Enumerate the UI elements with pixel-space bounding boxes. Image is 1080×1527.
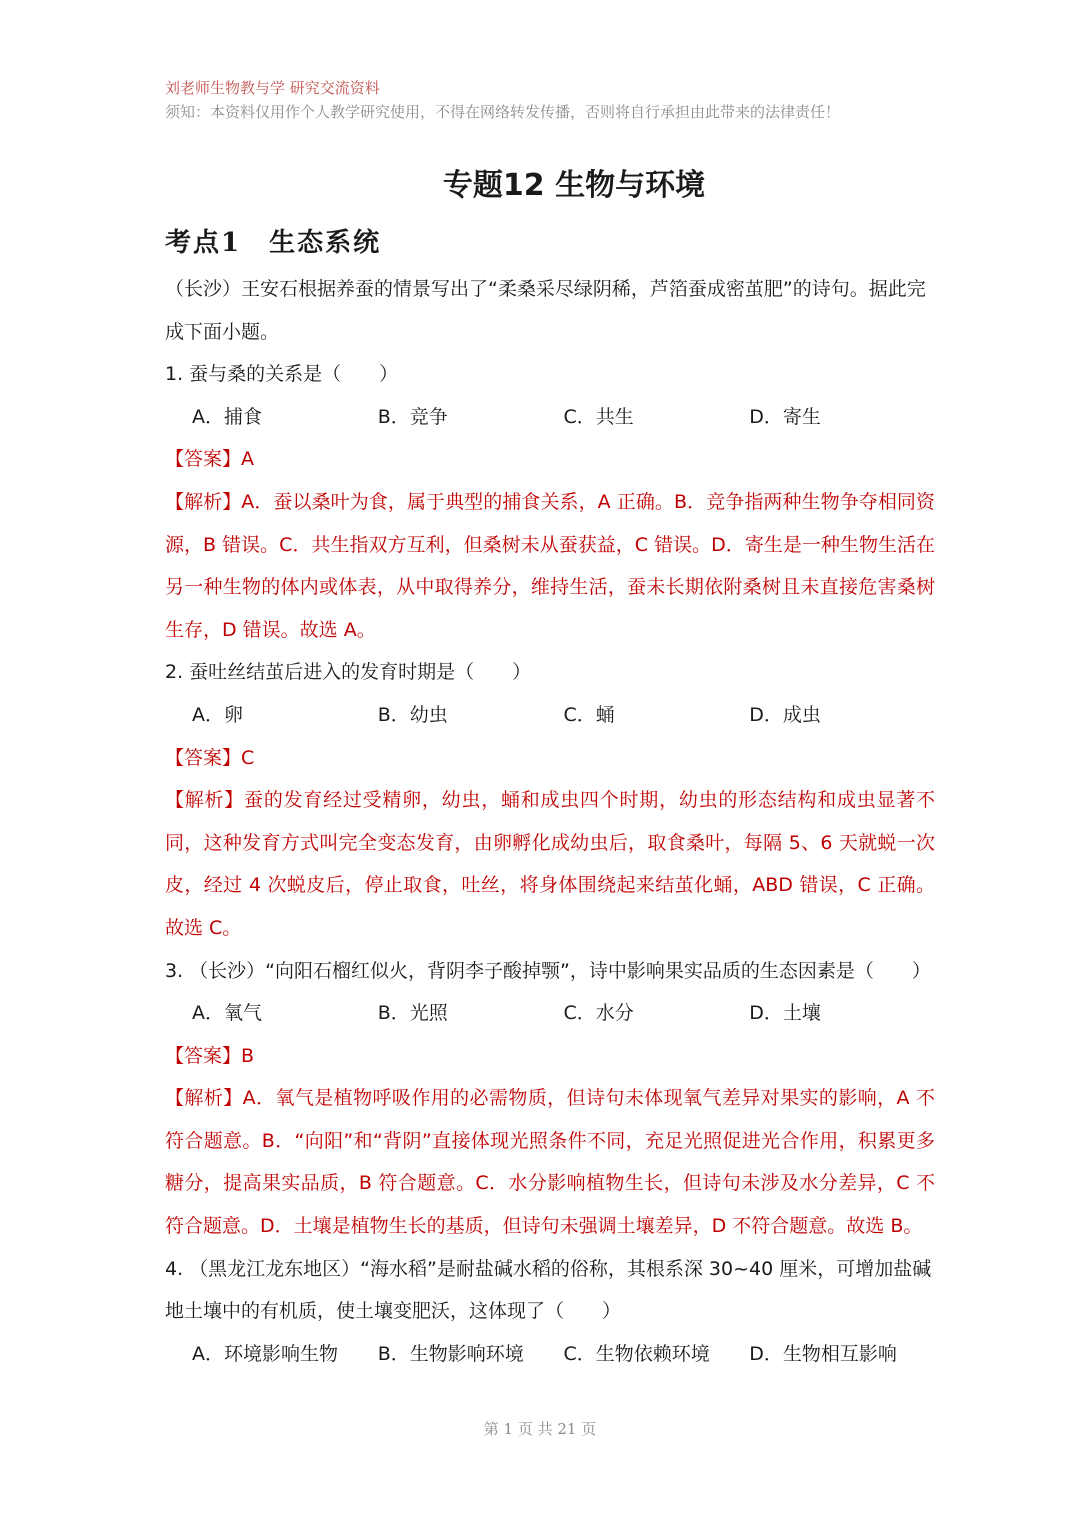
option-a: A．氧气 (192, 1002, 262, 1025)
option-a: A．卵 (192, 703, 243, 726)
option-d: D．寄生 (749, 405, 821, 428)
option-b: B．幼虫 (377, 703, 448, 726)
header-notice-line: 须知：本资料仅用作个人教学研究使用，不得在网络转发传播，否则将自行承担由此带来的法律责任！ (165, 103, 841, 121)
option-c: C．蛹 (563, 703, 615, 726)
question-stem: 2. 蚕吐丝结茧后进入的发育时期是（ ） (165, 661, 532, 684)
question-block (165, 1248, 935, 1376)
analysis-text: 【解析】A．氧气是植物呼吸作用的必需物质，但诗句未体现氧气差异对果实的影响，A 不符合题意。B．“向阳”和“背阴”直接体现光照条件不同，充足光照促进光合作用，积累更多糖分，提高果实品质，B 符合题意。C．水分影响植物生长，但诗句未涉及水分差异，C 不符合题意。D．土壤是植物生长的基质，但诗句未强调土壤差异，D 不符合题意。故选 B。 (165, 1087, 935, 1238)
page-header (165, 76, 840, 124)
answer-text: 【答案】A (165, 448, 254, 471)
analysis-text: 【解析】A．蚕以桑叶为食，属于典型的捕食关系，A 正确。B．竞争指两种生物争夺相同资源，B 错误。C．共生指双方互利，但桑树未从蚕获益，C 错误。D．寄生是一种生物生活在另一种生物的体内或体表，从中取得养分，维持生活，蚕未长期依附桑树且未直接危害桑树生存，D 错误。故选 A。 (165, 490, 935, 641)
option-d: D．生物相互影响 (749, 1342, 897, 1365)
option-d: D．土壤 (749, 1002, 821, 1025)
option-b: B．光照 (377, 1002, 448, 1025)
header-source-line: 刘老师生物教与学 研究交流资料 (165, 79, 380, 97)
section-heading: 考点1 生态系统 (165, 228, 382, 258)
option-d: D．成虫 (749, 703, 821, 726)
option-b: B．生物影响环境 (377, 1342, 524, 1365)
answer-text: 【答案】C (165, 746, 255, 769)
analysis-text: 【解析】蚕的发育经过受精卵，幼虫，蛹和成虫四个时期，幼虫的形态结构和成虫显著不同，这种发育方式叫完全变态发育，由卵孵化成幼虫后，取食桑叶，每隔 5、6 天就蜕一次皮，经过 4 次蜕皮后，停止取食，吐丝，将身体围绕起来结茧化蛹，ABD 错误，C 正确。故选 C。 (165, 789, 935, 939)
option-list (165, 694, 935, 737)
question-stem: 1. 蚕与桑的关系是（ ） (165, 363, 399, 386)
question-block (165, 353, 935, 651)
option-c: C．水分 (563, 1002, 634, 1025)
question-block (165, 651, 935, 949)
question-block (165, 950, 935, 1248)
page-title: 专题12 生物与环境 (442, 168, 706, 203)
question-stem: 3. （长沙）“向阳石榴红似火，背阴李子酸掉颚”，诗中影响果实品质的生态因素是（ ） (165, 959, 931, 982)
option-c: C．共生 (563, 405, 634, 428)
intro-paragraph: （长沙）王安石根据养蚕的情景写出了“柔桑采尽绿阴稀，芦箔蚕成密茧肥”的诗句。据此完成下面小题。 (165, 278, 926, 343)
answer-text: 【答案】B (165, 1044, 255, 1067)
option-c: C．生物依赖环境 (563, 1342, 710, 1365)
option-a: A．环境影响生物 (192, 1342, 338, 1365)
option-b: B．竞争 (377, 405, 448, 428)
option-list (165, 992, 935, 1035)
option-list (165, 396, 935, 439)
option-a: A．捕食 (192, 405, 262, 428)
document-body (165, 268, 935, 1375)
question-stem: 4. （黑龙江龙东地区）“海水稻”是耐盐碱水稻的俗称，其根系深 30~40 厘米，可增加盐碱地土壤中的有机质，使土壤变肥沃，这体现了（ ） (165, 1257, 932, 1323)
page-footer: 第 1 页 共 21 页 (483, 1420, 597, 1438)
option-list (165, 1333, 935, 1376)
